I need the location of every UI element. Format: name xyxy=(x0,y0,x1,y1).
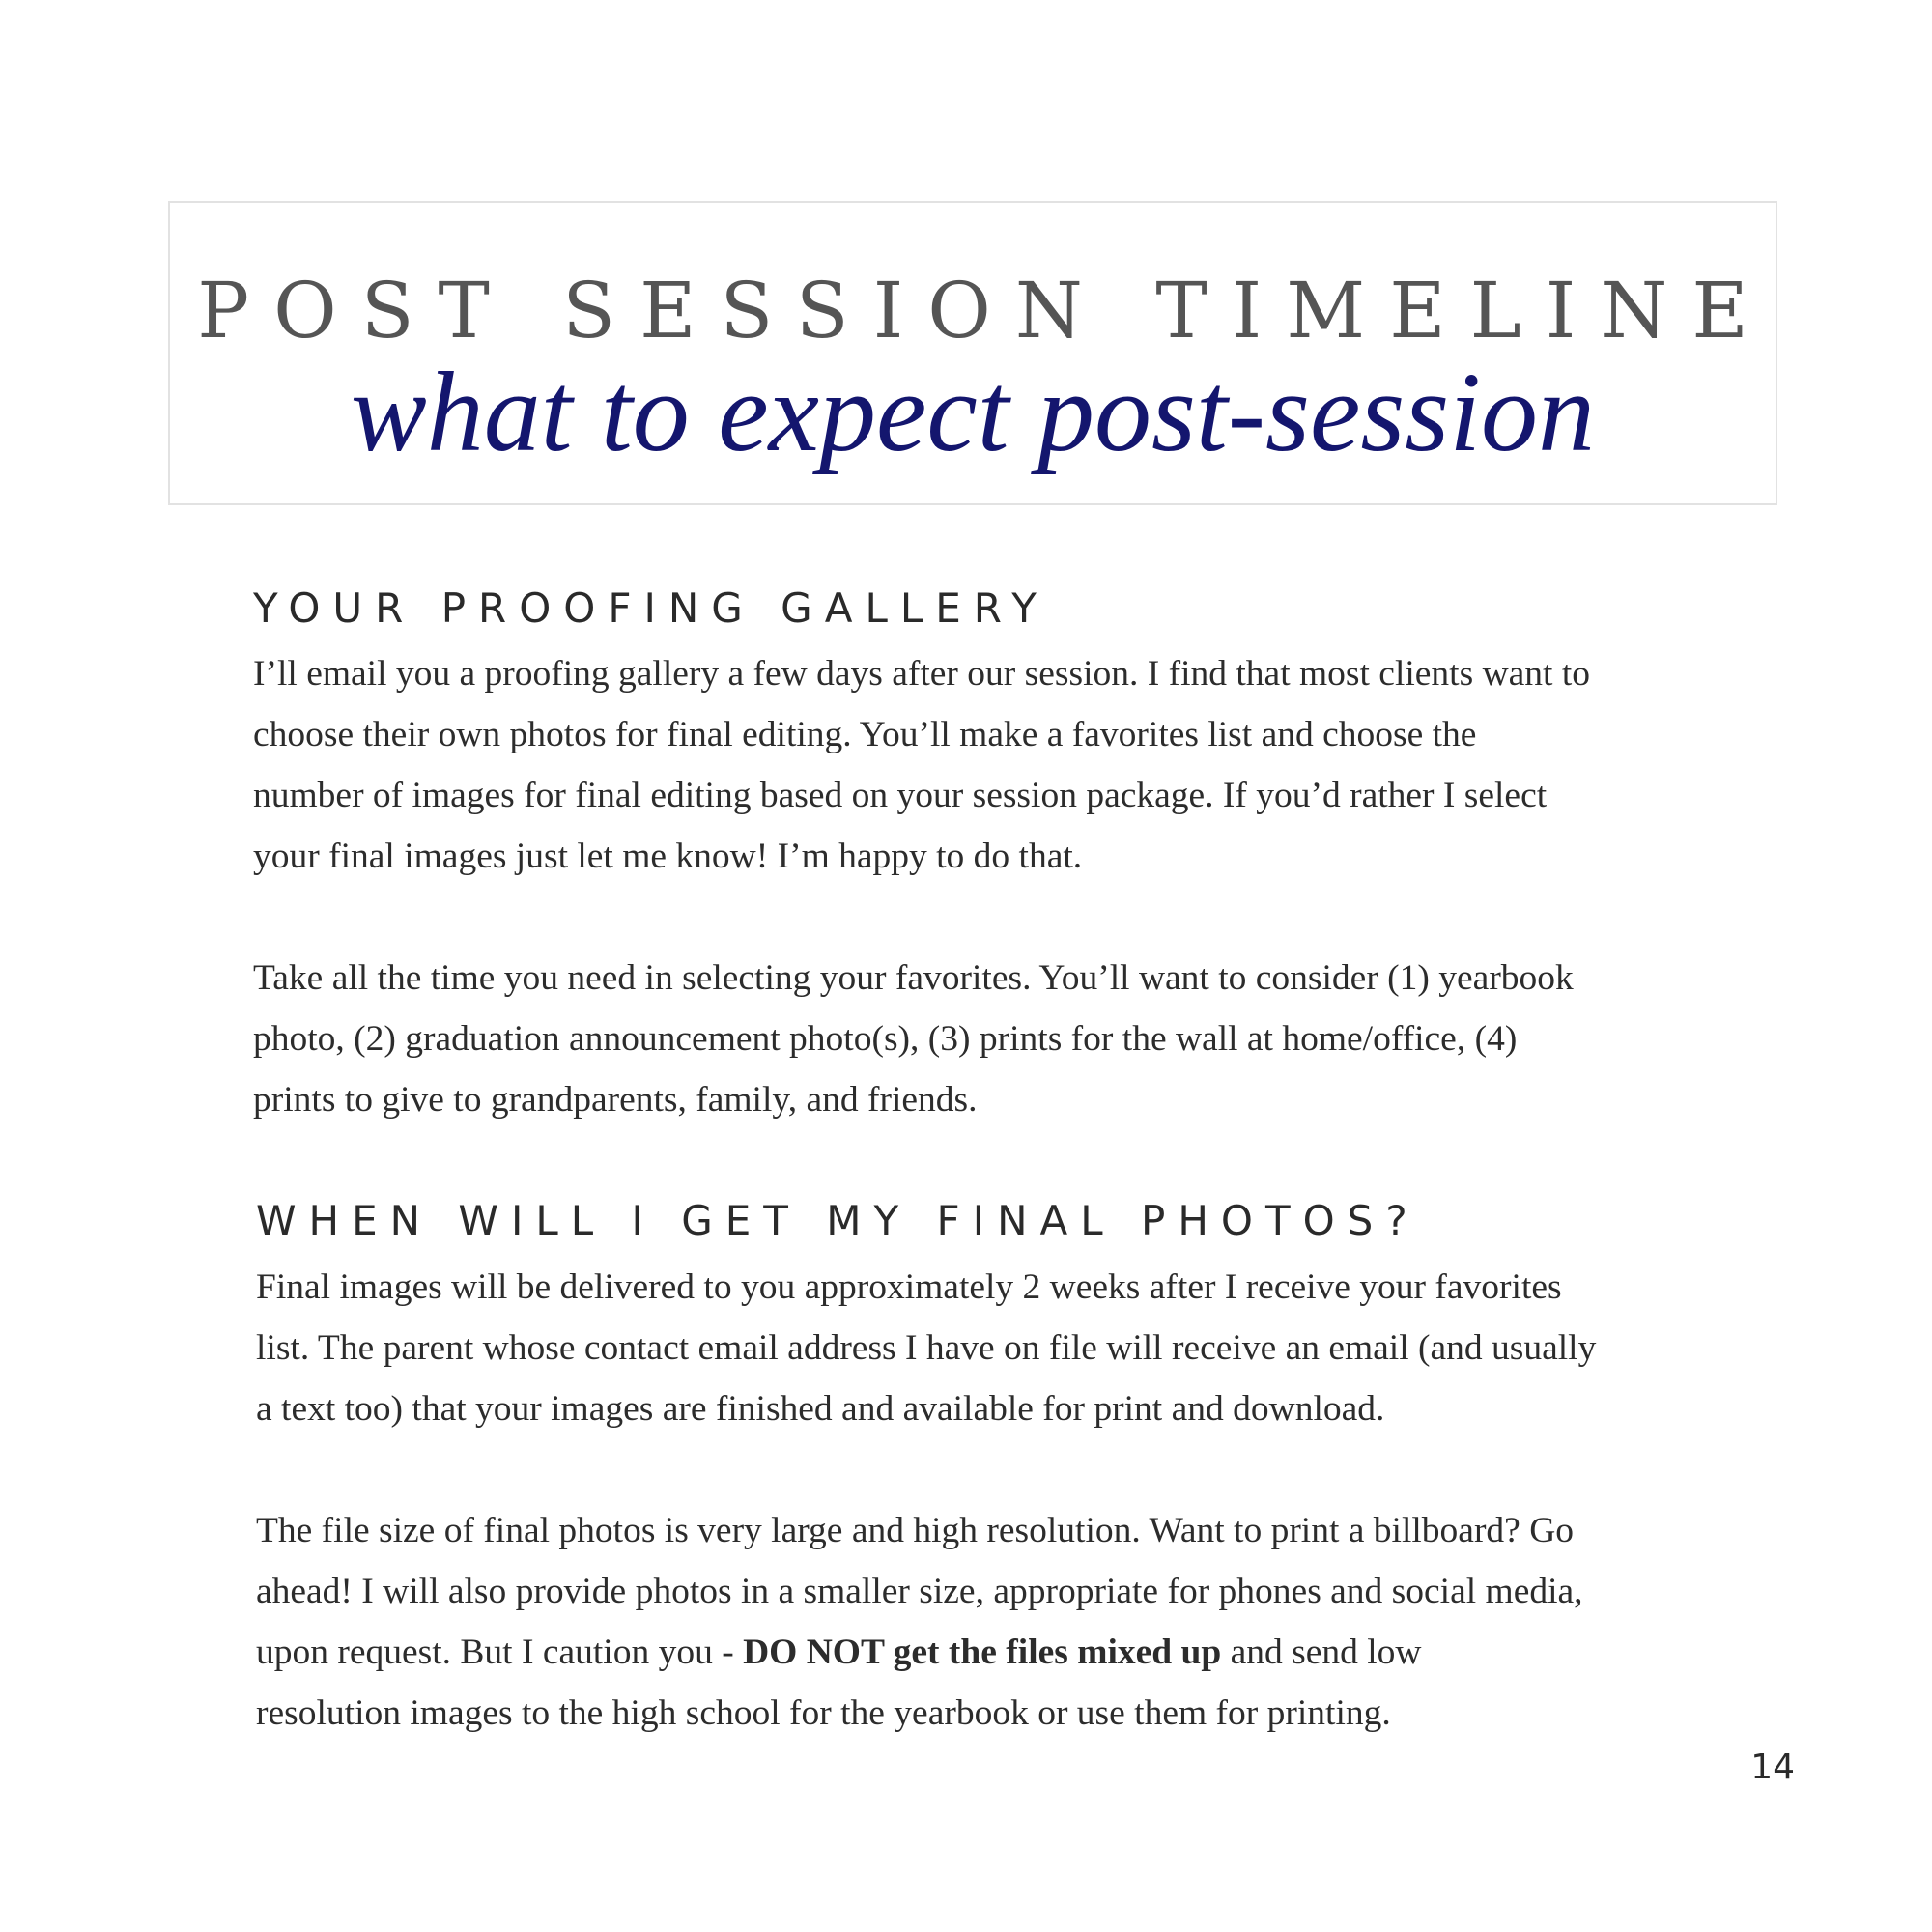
section-heading-final-photos: WHEN WILL I GET MY FINAL PHOTOS? xyxy=(256,1197,1420,1244)
text-line: choose their own photos for final editing. You’ll make a favorites list and choose the xyxy=(253,715,1477,754)
text-line: list. The parent whose contact email address I have on file will receive an email (and usually xyxy=(256,1328,1597,1368)
paragraph-final-1 xyxy=(256,1257,1596,1439)
page-subtitle: what to expect post-session xyxy=(351,349,1595,475)
page-title: POST SESSION TIMELINE xyxy=(197,266,1773,355)
bold-warning-text: DO NOT get the files mixed up xyxy=(743,1633,1222,1672)
section-heading-proofing-gallery: YOUR PROOFING GALLERY xyxy=(253,584,1049,632)
text-run: and send low xyxy=(1221,1633,1422,1672)
text-line: The file size of final photos is very large and high resolution. Want to print a billboard? Go xyxy=(256,1511,1575,1550)
text-line: prints to give to grandparents, family, and friends. xyxy=(253,1080,978,1120)
paragraph-final-2 xyxy=(256,1500,1583,1744)
text-line: Take all the time you need in selecting your favorites. You’ll want to consider (1) yearbook xyxy=(253,958,1574,998)
page-number: 14 xyxy=(1750,1747,1795,1787)
text-line: your final images just let me know! I’m happy to do that. xyxy=(253,837,1083,876)
text-line: Final images will be delivered to you approximately 2 weeks after I receive your favorites xyxy=(256,1267,1562,1307)
text-line: resolution images to the high school for the yearbook or use them for printing. xyxy=(256,1693,1391,1733)
text-line: number of images for final editing based on your session package. If you’d rather I select xyxy=(253,776,1548,815)
text-line-emphasis xyxy=(256,1622,1583,1683)
title-box xyxy=(168,201,1777,505)
text-line: I’ll email you a proofing gallery a few days after our session. I find that most clients want to xyxy=(253,654,1591,694)
paragraph-proofing-1 xyxy=(253,643,1590,887)
paragraph-proofing-2 xyxy=(253,948,1574,1130)
text-line: a text too) that your images are finished and available for print and download. xyxy=(256,1389,1385,1429)
text-run: upon request. But I caution you - xyxy=(256,1633,744,1672)
text-line: ahead! I will also provide photos in a smaller size, appropriate for phones and social media, xyxy=(256,1572,1583,1611)
text-line: photo, (2) graduation announcement photo(s), (3) prints for the wall at home/office, (4) xyxy=(253,1019,1518,1059)
